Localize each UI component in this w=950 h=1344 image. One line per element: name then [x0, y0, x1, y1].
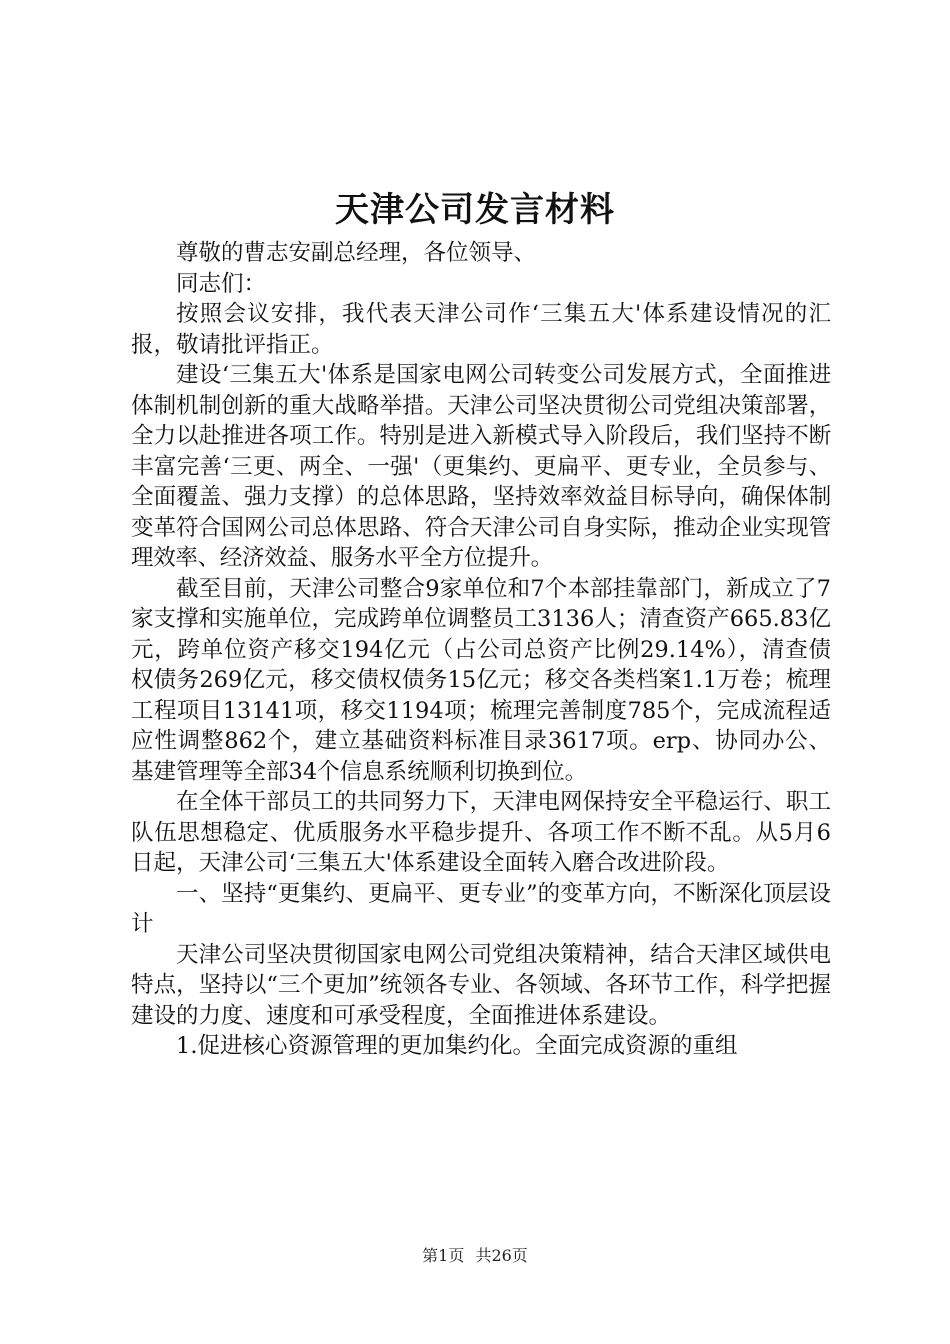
paragraph-status: 在全体干部员工的共同努力下，天津电网保持安全平稳运行、职工队伍思想稳定、优质服务水平稳步提升、各项工作不断不乱。从5月6日起，天津公司‘三集五大'体系建设全面转入磨合改进阶段。 — [131, 789, 831, 876]
paragraph-strategy: 建设‘三集五大'体系是国家电网公司转变公司发展方式，全面推进体制机制创新的重大战略举措。天津公司坚决贯彻公司党组决策部署，全力以赴推进各项工作。特别是进入新模式导入阶段后，我们坚持不断丰富完善‘三更、两全、一强'（更集约、更扁平、更专业，全员参与、全面覆盖、强力支撑）的总体思路，坚持效率效益目标导向，确保体制变革符合国网公司总体思路、符合天津公司自身实际，推动企业实现管理效率、经济效益、服务水平全方位提升。 — [131, 362, 831, 571]
paragraph-section-1: 天津公司坚决贯彻国家电网公司党组决策精神，结合天津区域供电特点，坚持以“三个更加”统领各专业、各领域、各环节工作，科学把握建设的力度、速度和可承受程度，全面推进体系建设。 — [131, 941, 831, 1029]
page-footer: 第1页 共26页 — [422, 1246, 528, 1265]
document-body — [131, 238, 831, 1062]
paragraph-progress: 截至目前，天津公司整合9家单位和7个本部挂靠部门，新成立了7家支撑和实施单位，完成跨单位调整员工3136人；清查资产665.83亿元，跨单位资产移交194亿元（占公司总资产比例29.14%），清查债权债务269亿元，移交债权债务15亿元；移交各类档案1.1万卷；梳理工程项目13141项，移交1194项；梳理完善制度785个，完成流程适应性调整862个，建立基础资料标准目录3617项。erp、协同办公、基建管理等全部34个信息系统顺利切换到位。 — [131, 575, 831, 785]
salutation-line-1: 尊敬的曹志安副总经理，各位领导、 — [176, 240, 537, 266]
paragraph-item-1: 1.促进核心资源管理的更加集约化。全面完成资源的重组 — [176, 1033, 738, 1059]
document-title: 天津公司发言材料 — [335, 190, 615, 230]
section-heading-1: 一、坚持“更集约、更扁平、更专业”的变革方向，不断深化顶层设计 — [131, 880, 831, 937]
salutation-line-2: 同志们： — [176, 270, 267, 297]
paragraph-intro: 按照会议安排，我代表天津公司作‘三集五大'体系建设情况的汇报，敬请批评指正。 — [131, 301, 831, 358]
